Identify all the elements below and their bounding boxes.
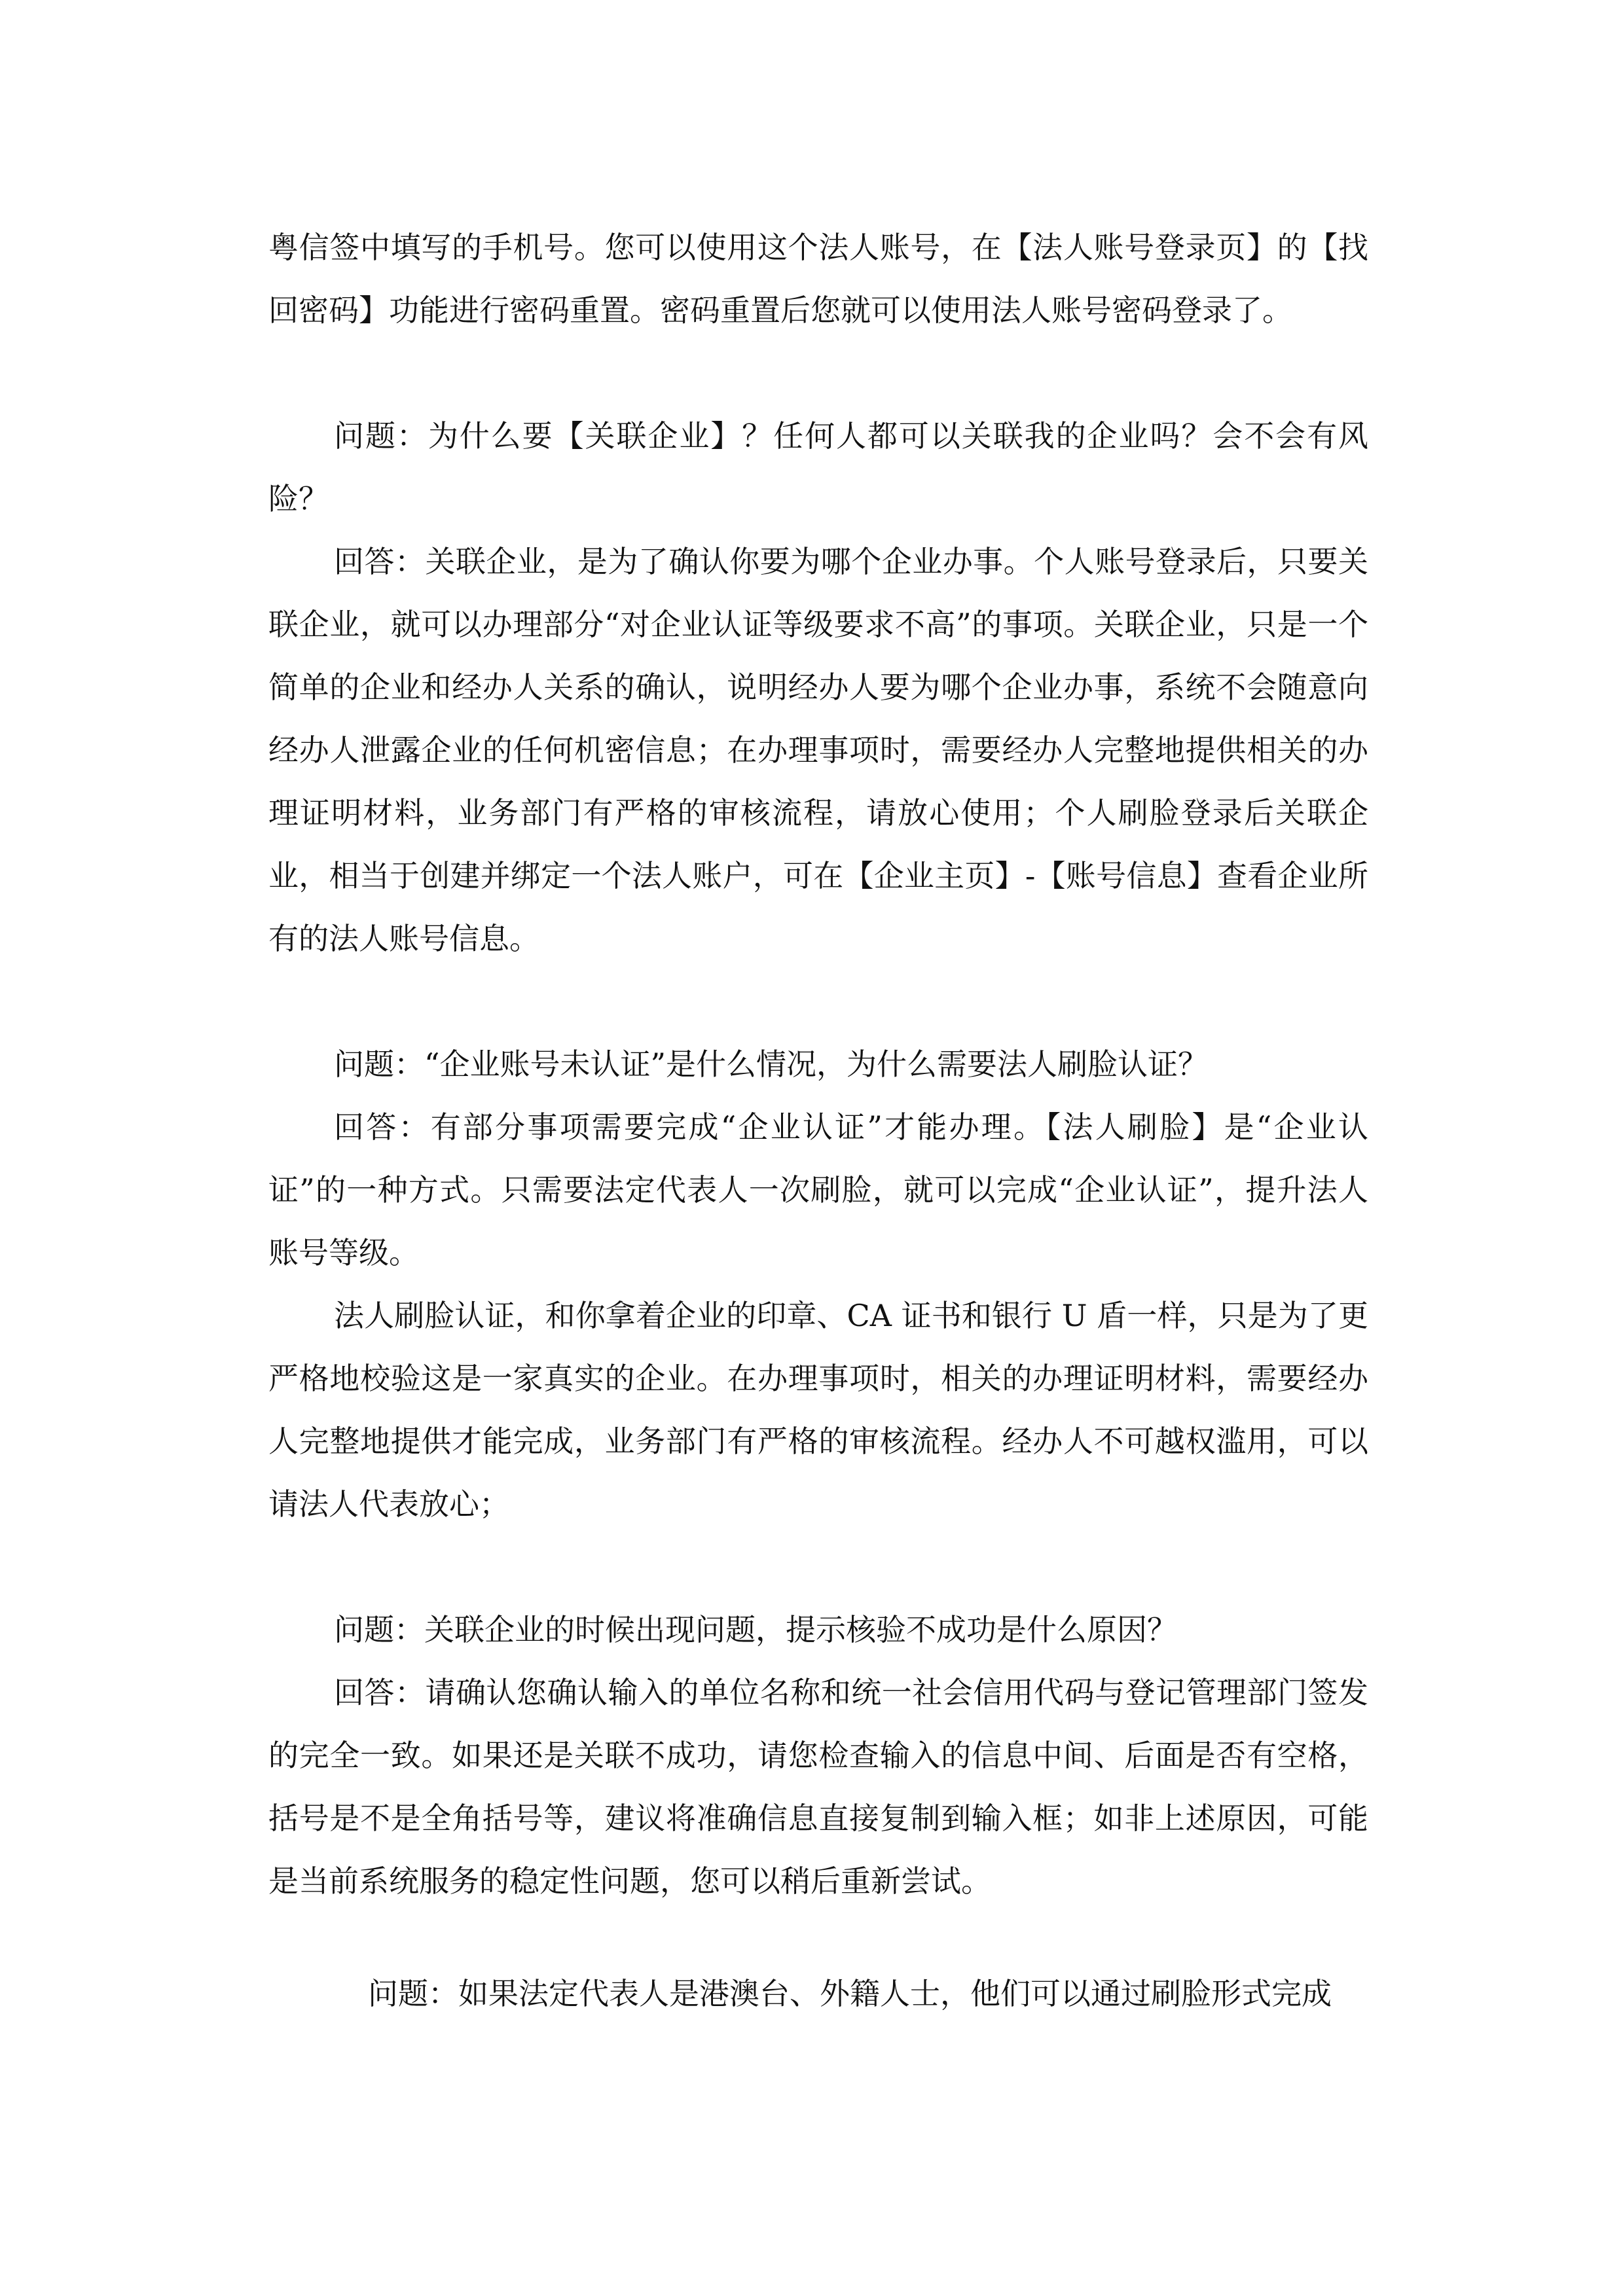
paragraph-gap [268,1535,1368,1598]
paragraph-gap [268,342,1368,404]
answer-unverified-account: 回答：有部分事项需要完成“企业认证”才能办理。【法人刷脸】是“企业认证”的一种方式。只需要法定代表人一次刷脸，就可以完成“企业认证”，提升法人账号等级。 [268,1109,1368,1270]
question-related-enterprise: 问题：为什么要【关联企业】？任何人都可以关联我的企业吗？会不会有风险？ [268,418,1368,516]
answer-verification-failed: 回答：请确认您确认输入的单位名称和统一社会信用代码与登记管理部门签发的完全一致。如果还是关联不成功，请您检查输入的信息中间、后面是否有空格，括号是不是全角括号等，建议将准确信息直接复制到输入框；如非上述原因，可能是当前系统服务的稳定性问题，您可以稍后重新尝试。 [268,1675,1368,1899]
paragraph-gap [268,1912,1368,1962]
paragraph-continuation: 粤信签中填写的手机号。您可以使用这个法人账号，在【法人账号登录页】的【找回密码】功能进行密码重置。密码重置后您就可以使用法人账号密码登录了。 [268,230,1368,328]
question-unverified-account: 问题：“企业账号未认证”是什么情况，为什么需要法人刷脸认证？ [334,1047,1209,1082]
paragraph-gap [268,970,1368,1033]
answer-related-enterprise: 回答：关联企业，是为了确认你要为哪个企业办事。个人账号登录后，只要关联企业，就可以办理部分“对企业认证等级要求不高”的事项。关联企业，只是一个简单的企业和经办人关系的确认，说明经办人要为哪个企业办事，系统不会随意向经办人泄露企业的任何机密信息；在办理事项时，需要经办人完整地提供相关的办理证明材料，业务部门有严格的审核流程，请放心使用；个人刷脸登录后关联企业，相当于创建并绑定一个法人账户，可在【企业主页】-【账号信息】查看企业所有的法人账号信息。 [268,544,1368,956]
question-verification-failed: 问题：关联企业的时候出现问题，提示核验不成功是什么原因？ [334,1612,1177,1647]
document-body [268,216,1368,2025]
question-foreign-representative: 问题：如果法定代表人是港澳台、外籍人士，他们可以通过刷脸形式完成 [368,1976,1332,2011]
paragraph-face-verification: 法人刷脸认证，和你拿着企业的印章、CA 证书和银行 U 盾一样，只是为了更严格地校验这是一家真实的企业。在办理事项时，相关的办理证明材料，需要经办人完整地提供才能完成，业务部门有严格的审核流程。经办人不可越权滥用，可以请法人代表放心； [268,1298,1368,1522]
